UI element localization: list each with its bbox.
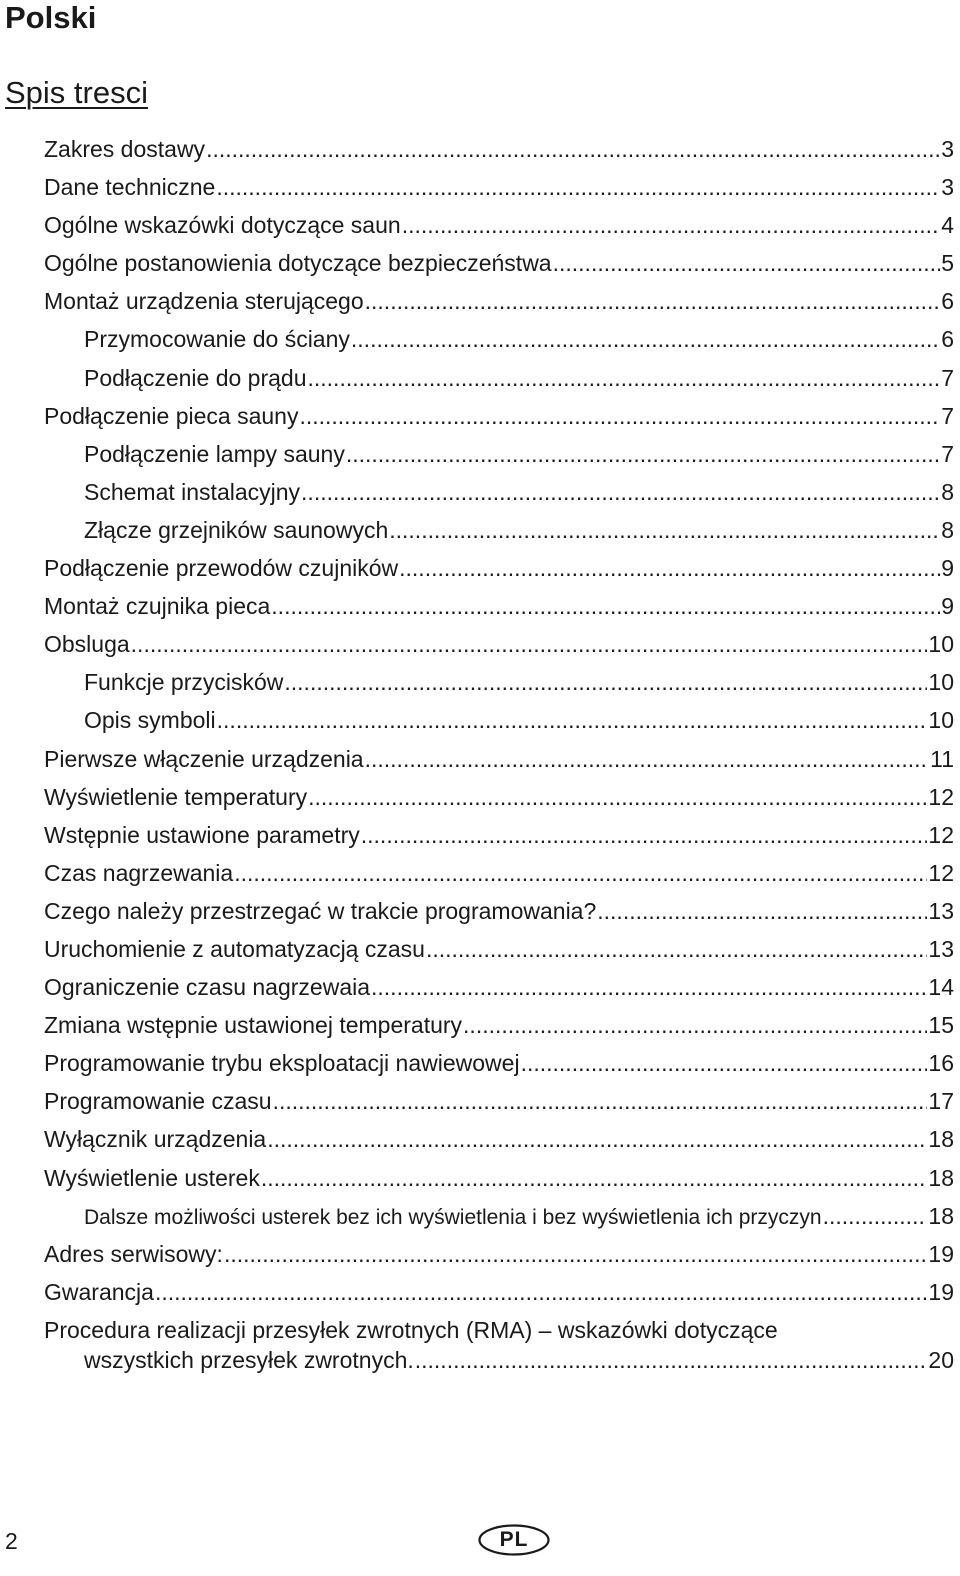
toc-entry-page: 12 [928,821,954,848]
toc-entry-page: 7 [941,440,954,467]
toc-leader-dots [261,1159,928,1197]
toc-entry-label: Programowanie czasu [44,1088,272,1115]
table-of-contents [44,130,954,1375]
toc-entry-page: 17 [928,1088,954,1115]
toc-entry-label: Wyświetlenie usterek [44,1164,260,1191]
toc-entry-page: 8 [941,478,954,505]
toc-leader-dots [284,663,927,701]
toc-entry-page: 18 [928,1202,954,1229]
toc-entry-page: 7 [941,402,954,429]
toc-entry[interactable] [44,1044,954,1082]
toc-entry[interactable] [44,282,954,320]
toc-entry[interactable] [44,244,954,282]
toc-leader-dots [346,435,940,473]
toc-entry[interactable] [44,1159,954,1197]
toc-entry[interactable] [44,473,954,511]
toc-entry-label: Zmiana wstępnie ustawionej temperatury [44,1012,463,1039]
toc-entry[interactable] [44,1120,954,1158]
toc-entry[interactable] [44,168,954,206]
toc-leader-dots [217,701,928,739]
toc-entry-page: 18 [928,1164,954,1191]
country-badge-label: PL [499,1528,529,1551]
toc-entry-page: 9 [941,593,954,620]
toc-leader-dots [371,968,927,1006]
toc-entry-label: Dalsze możliwości usterek bez ich wyświetlenia i bez wyświetlenia ich przyczyn [84,1205,822,1229]
toc-entry-label: Ogólne wskazówki dotyczące saun [44,212,401,239]
toc-entry-label: Zakres dostawy [44,136,206,162]
toc-entry-label: Podłączenie pieca sauny [44,402,299,429]
toc-leader-dots [365,740,930,778]
toc-leader-dots [224,1235,927,1273]
toc-entry-label: Adres serwisowy: [44,1240,223,1267]
toc-entry[interactable] [44,930,954,968]
toc-entry[interactable] [44,206,954,244]
toc-leader-dots [415,1345,928,1375]
toc-leader-dots [234,854,927,892]
toc-leader-dots [299,397,940,435]
toc-entry[interactable] [44,511,954,549]
toc-entry[interactable] [44,968,954,1006]
toc-leader-dots [389,511,940,549]
toc-leader-dots [308,359,941,397]
toc-leader-dots [553,244,941,282]
toc-leader-dots [273,1082,928,1120]
toc-entry[interactable] [44,549,954,587]
toc-entry-label: Pierwsze włączenie urządzenia [44,745,364,772]
toc-entry-line2 [44,1345,954,1375]
toc-entry-label: Opis symboli [84,707,216,734]
toc-entry-page: 10 [928,631,954,658]
toc-entry[interactable] [44,854,954,892]
toc-leader-dots [823,1197,928,1235]
toc-entry-page: 4 [941,212,954,239]
toc-entry[interactable] [44,397,954,435]
toc-entry-label: Podłączenie do prądu [84,364,307,391]
toc-leader-dots [365,282,941,320]
toc-entry[interactable] [44,892,954,930]
toc-entry-label: Złącze grzejników saunowych [84,516,389,543]
toc-entry-label: Montaż urządzenia sterującego [44,288,364,315]
toc-entry-label: Wyłącznik urządzenia [44,1126,267,1153]
toc-entry-page: 15 [928,1012,954,1039]
toc-entry-page: 6 [941,288,954,315]
toc-leader-dots [131,625,928,663]
toc-leader-dots [361,816,928,854]
toc-entry[interactable] [44,1197,954,1235]
toc-leader-dots [267,1120,927,1158]
toc-leader-dots [206,130,940,168]
toc-entry-page: 13 [928,935,954,962]
toc-leader-dots [426,930,927,968]
toc-entry-label: Obsluga [44,631,130,658]
toc-entry-page: 10 [928,707,954,734]
toc-entry-label: Czego należy przestrzegać w trakcie programowania? [44,897,597,924]
toc-entry-label: Wyświetlenie temperatury [44,783,308,810]
toc-entry-label: Gwarancja [44,1278,154,1305]
toc-entry-label: Montaż czujnika pieca [44,593,271,620]
toc-entry-label: Dane techniczne [44,174,216,201]
toc-entry-page: 5 [941,250,954,277]
toc-entry-page: 3 [941,174,954,201]
toc-entry-page: 20 [928,1346,954,1373]
toc-entry[interactable] [44,625,954,663]
toc-entry-page: 10 [928,669,954,696]
toc-leader-dots [216,168,940,206]
toc-entry[interactable] [44,701,954,739]
toc-entry-label-line1: Procedura realizacji przesyłek zwrotnych (RMA) – wskazówki dotyczące [44,1316,778,1343]
toc-leader-dots [271,587,940,625]
toc-entry[interactable] [44,1273,954,1311]
toc-entry[interactable] [44,1082,954,1120]
toc-leader-dots [351,320,940,358]
toc-entry-page: 3 [941,136,954,162]
toc-leader-dots [399,549,940,587]
toc-entry[interactable] [44,740,954,778]
toc-entry-label: Funkcje przycisków [84,669,284,696]
toc-entry-page: 12 [928,859,954,886]
toc-leader-dots [521,1044,928,1082]
toc-entry-label: Ograniczenie czasu nagrzewaia [44,974,371,1001]
toc-heading: Spis tresci [5,75,148,110]
toc-entry-page: 19 [928,1278,954,1305]
toc-entry-page: 19 [928,1240,954,1267]
toc-leader-dots [463,1006,927,1044]
toc-entry-label: Programowanie trybu eksploatacji nawiewowej [44,1050,520,1077]
country-badge [478,1524,550,1556]
toc-entry[interactable] [44,778,954,816]
toc-entry-label: Podłączenie przewodów czujników [44,555,399,582]
toc-entry[interactable] [44,1235,954,1273]
toc-leader-dots [155,1273,927,1311]
toc-entry-rma[interactable] [44,1311,954,1375]
toc-leader-dots [597,892,927,930]
toc-entry[interactable] [44,1006,954,1044]
toc-entry[interactable] [44,816,954,854]
toc-entry-page: 8 [941,516,954,543]
page-number: 2 [5,1528,18,1554]
toc-entry-page: 11 [930,745,954,772]
toc-leader-dots [402,206,941,244]
toc-entry-page: 16 [928,1050,954,1077]
toc-entry[interactable] [44,663,954,701]
toc-entry-label: Schemat instalacyjny [84,478,301,505]
toc-entry[interactable] [44,359,954,397]
toc-leader-dots [308,778,927,816]
toc-entry[interactable] [44,130,954,168]
toc-entry-label: Czas nagrzewania [44,859,234,886]
toc-entry-label: Wstępnie ustawione parametry [44,821,360,848]
toc-entry-label: Uruchomienie z automatyzacją czasu [44,935,425,962]
toc-entry-page: 12 [928,783,954,810]
toc-entry-label: Podłączenie lampy sauny [84,440,345,467]
toc-entry-page: 6 [941,326,954,353]
language-title: Polski [5,0,97,35]
toc-entry[interactable] [44,587,954,625]
toc-entry-page: 13 [928,897,954,924]
toc-entry-page: 9 [941,555,954,582]
toc-entry-page: 14 [928,974,954,1001]
toc-entry-label: Przymocowanie do ściany [84,326,350,353]
toc-entry-label: Ogólne postanowienia dotyczące bezpieczeństwa [44,250,552,277]
toc-leader-dots [301,473,940,511]
toc-entry-page: 7 [941,364,954,391]
toc-entry-label-line2: wszystkich przesyłek zwrotnych. [84,1346,414,1373]
toc-entry[interactable] [44,320,954,358]
toc-entry[interactable] [44,435,954,473]
toc-entry-page: 18 [928,1126,954,1153]
